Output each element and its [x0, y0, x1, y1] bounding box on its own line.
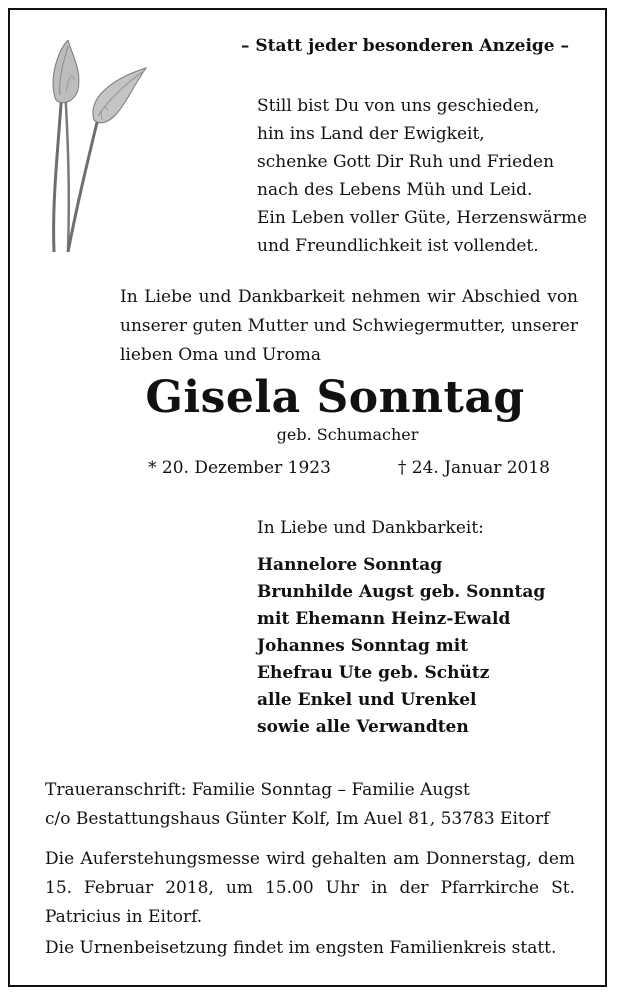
poem — [257, 92, 587, 260]
poem-line: Ein Leben voller Güte, Herzenswärme — [257, 208, 588, 228]
urn-notice: Die Urnenbeisetzung findet im engsten Familienkreis statt. — [45, 938, 557, 958]
mass-notice: Die Auferstehungsmesse wird gehalten am Donnerstag, dem 15. Februar 2018, um 15.00 Uhr in der Pfarrkirche St. Patricius in Eitorf. — [45, 849, 575, 927]
mourner-item: mit Ehemann Heinz-Ewald — [257, 609, 511, 629]
maiden-name: geb. Schumacher — [276, 425, 419, 444]
header-line: – Statt jeder besonderen Anzeige – — [240, 36, 570, 56]
poem-line: Still bist Du von uns geschieden, — [257, 96, 540, 116]
mourners-label: In Liebe und Dankbarkeit: — [257, 518, 484, 538]
poem-line: und Freundlichkeit ist vollendet. — [257, 236, 539, 256]
mourning-address — [45, 776, 549, 834]
mourner-item: Hannelore Sonntag — [257, 555, 443, 575]
mourner-item: alle Enkel und Urenkel — [257, 690, 477, 710]
mourner-item: sowie alle Verwandten — [257, 717, 469, 737]
calla-lily-flower-icon — [38, 40, 153, 255]
mourners-list — [257, 552, 545, 741]
poem-line: schenke Gott Dir Ruh und Frieden — [257, 152, 555, 172]
poem-line: nach des Lebens Müh und Leid. — [257, 180, 533, 200]
death-date: † 24. Januar 2018 — [397, 458, 550, 478]
mourner-item: Brunhilde Augst geb. Sonntag — [257, 582, 546, 602]
mourner-item: Johannes Sonntag mit — [257, 636, 469, 656]
birth-date: * 20. Dezember 1923 — [148, 458, 331, 478]
life-dates — [148, 458, 550, 478]
address-line: Traueranschrift: Familie Sonntag – Familie Augst — [45, 780, 470, 800]
mourner-item: Ehefrau Ute geb. Schütz — [257, 663, 490, 683]
deceased-name: Gisela Sonntag — [145, 372, 525, 423]
intro-text: In Liebe und Dankbarkeit nehmen wir Abschied von unserer guten Mutter und Schwiegermutter, unserer lieben Oma und Uroma — [120, 287, 578, 365]
poem-line: hin ins Land der Ewigkeit, — [257, 124, 485, 144]
address-line: c/o Bestattungshaus Günter Kolf, Im Auel 81, 53783 Eitorf — [45, 809, 550, 829]
